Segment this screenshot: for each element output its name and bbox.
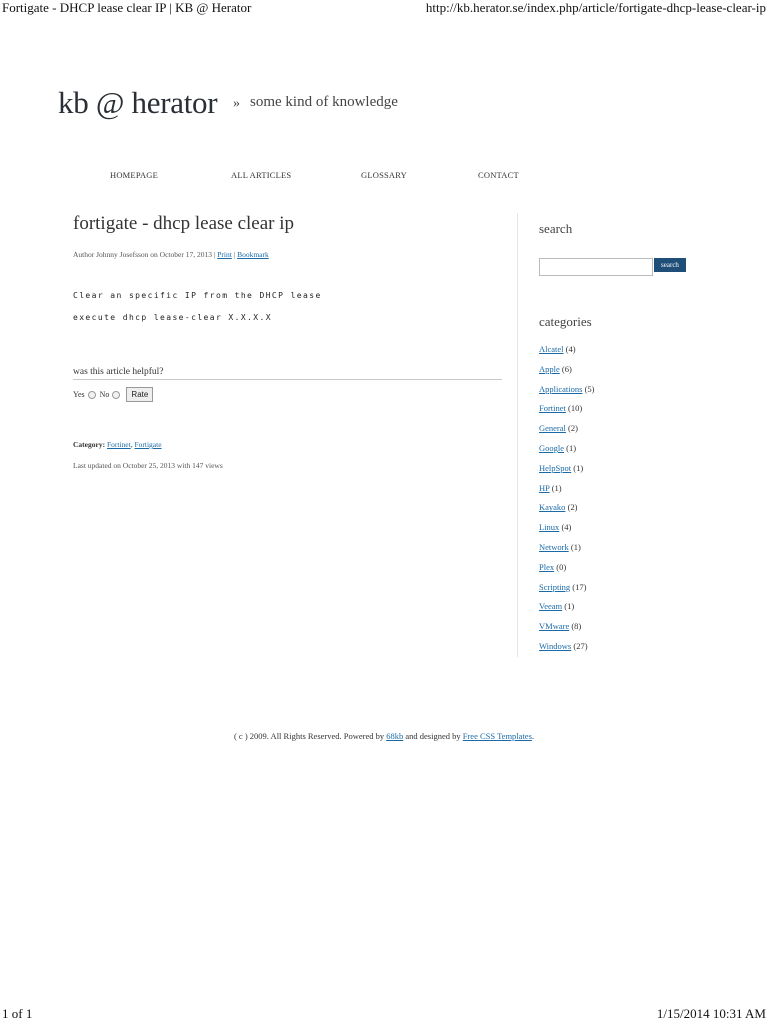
category-link-fortigate[interactable]: Fortigate bbox=[134, 440, 162, 449]
category-list bbox=[539, 344, 595, 661]
print-page-title: Fortigate - DHCP lease clear IP | KB @ Herator bbox=[2, 0, 252, 15]
category-item bbox=[539, 601, 595, 621]
category-link[interactable]: HP bbox=[539, 482, 550, 493]
category-item bbox=[539, 522, 595, 542]
category-item bbox=[539, 641, 595, 661]
nav-contact[interactable]: CONTACT bbox=[478, 170, 519, 180]
category-link[interactable]: Network bbox=[539, 541, 569, 552]
category-link[interactable]: Linux bbox=[539, 522, 560, 533]
category-link[interactable]: VMware bbox=[539, 621, 570, 632]
category-item bbox=[539, 364, 595, 384]
category-item bbox=[539, 463, 595, 483]
copyright-text: ( c ) 2009. All Rights Reserved. Powered by bbox=[233, 731, 385, 741]
category-label: Category: bbox=[73, 440, 106, 449]
category-link-fortinet[interactable]: Fortinet bbox=[106, 440, 131, 449]
no-radio[interactable] bbox=[112, 391, 120, 399]
category-item bbox=[539, 384, 595, 404]
category-link[interactable]: HelpSpot bbox=[539, 462, 572, 473]
bookmark-link[interactable]: Bookmark bbox=[237, 250, 269, 259]
category-item bbox=[539, 502, 595, 522]
site-title[interactable]: kb @ herator bbox=[58, 85, 218, 120]
powered-by-link[interactable]: 68kb bbox=[386, 731, 404, 741]
category-count: (17) bbox=[572, 581, 587, 592]
category-link[interactable]: Google bbox=[539, 442, 565, 453]
designer-link[interactable]: Free CSS Templates bbox=[462, 731, 532, 741]
nav-glossary[interactable]: GLOSSARY bbox=[361, 170, 408, 180]
category-count: (2) bbox=[567, 502, 578, 513]
category-count: (1) bbox=[566, 442, 577, 453]
article-meta bbox=[73, 250, 269, 259]
article-categories bbox=[73, 440, 162, 449]
category-count: (10) bbox=[568, 403, 583, 414]
category-count: (6) bbox=[561, 363, 572, 374]
article-title: fortigate - dhcp lease clear ip bbox=[73, 213, 295, 234]
print-datetime: 1/15/2014 10:31 AM bbox=[656, 1006, 766, 1021]
category-link[interactable]: Windows bbox=[539, 640, 572, 651]
category-link[interactable]: Apple bbox=[539, 363, 560, 374]
print-page-number: 1 of 1 bbox=[2, 1006, 33, 1021]
meta-separator: | bbox=[233, 250, 236, 259]
sidebar-divider bbox=[517, 213, 518, 657]
category-link[interactable]: Kayako bbox=[539, 502, 566, 513]
category-link[interactable]: Scripting bbox=[539, 581, 571, 592]
category-count: (8) bbox=[571, 621, 582, 632]
category-count: (1) bbox=[570, 541, 581, 552]
nav-homepage[interactable]: HOMEPAGE bbox=[110, 170, 159, 180]
category-count: (1) bbox=[551, 482, 562, 493]
article-body-line: execute dhcp lease-clear X.X.X.X bbox=[73, 313, 272, 322]
category-item bbox=[539, 344, 595, 364]
category-separator: , bbox=[130, 440, 133, 449]
last-updated: Last updated on October 25, 2013 with 147 views bbox=[73, 461, 223, 470]
category-link[interactable]: Alcatel bbox=[539, 344, 564, 354]
rate-form bbox=[73, 387, 153, 402]
site-tagline: some kind of knowledge bbox=[250, 94, 398, 110]
category-item bbox=[539, 542, 595, 562]
category-link[interactable]: Plex bbox=[539, 561, 555, 572]
category-item bbox=[539, 483, 595, 503]
category-link[interactable]: Veeam bbox=[539, 601, 563, 612]
yes-radio[interactable] bbox=[88, 391, 96, 399]
category-count: (2) bbox=[568, 423, 578, 434]
category-item bbox=[539, 582, 595, 602]
category-count: (4) bbox=[561, 522, 572, 533]
print-page-url: http://kb.herator.se/index.php/article/fortigate-dhcp-lease-clear-ip bbox=[425, 0, 766, 15]
helpful-question: was this article helpful? bbox=[73, 367, 502, 380]
category-item bbox=[539, 621, 595, 641]
search-button[interactable]: search bbox=[654, 258, 686, 272]
category-count: (0) bbox=[556, 561, 567, 572]
categories-heading: categories bbox=[539, 314, 592, 329]
search-input[interactable] bbox=[539, 258, 653, 276]
site-footer bbox=[0, 731, 768, 741]
category-count: (1) bbox=[564, 601, 575, 612]
rate-button[interactable]: Rate bbox=[126, 387, 153, 402]
category-item bbox=[539, 403, 595, 423]
article-author-date: Author Johnny Josefsson on October 17, 2013 | bbox=[73, 250, 216, 259]
search-heading: search bbox=[539, 221, 573, 236]
no-label: No bbox=[99, 390, 110, 399]
category-count: (5) bbox=[584, 383, 595, 394]
footer-suffix: . bbox=[531, 731, 535, 741]
category-link[interactable]: General bbox=[539, 423, 566, 434]
category-link[interactable]: Applications bbox=[539, 383, 583, 394]
category-item bbox=[539, 423, 595, 443]
title-separator: » bbox=[233, 96, 240, 111]
article-body-line: Clear an specific IP from the DHCP lease bbox=[73, 291, 322, 300]
footer-designed-by: and designed by bbox=[405, 731, 461, 741]
category-count: (4) bbox=[565, 344, 576, 354]
print-link[interactable]: Print bbox=[217, 250, 232, 259]
yes-label: Yes bbox=[73, 390, 85, 399]
category-item bbox=[539, 562, 595, 582]
category-item bbox=[539, 443, 595, 463]
category-count: (1) bbox=[573, 462, 584, 473]
category-count: (27) bbox=[573, 640, 588, 651]
nav-all-articles[interactable]: ALL ARTICLES bbox=[231, 170, 292, 180]
category-link[interactable]: Fortinet bbox=[539, 403, 566, 414]
